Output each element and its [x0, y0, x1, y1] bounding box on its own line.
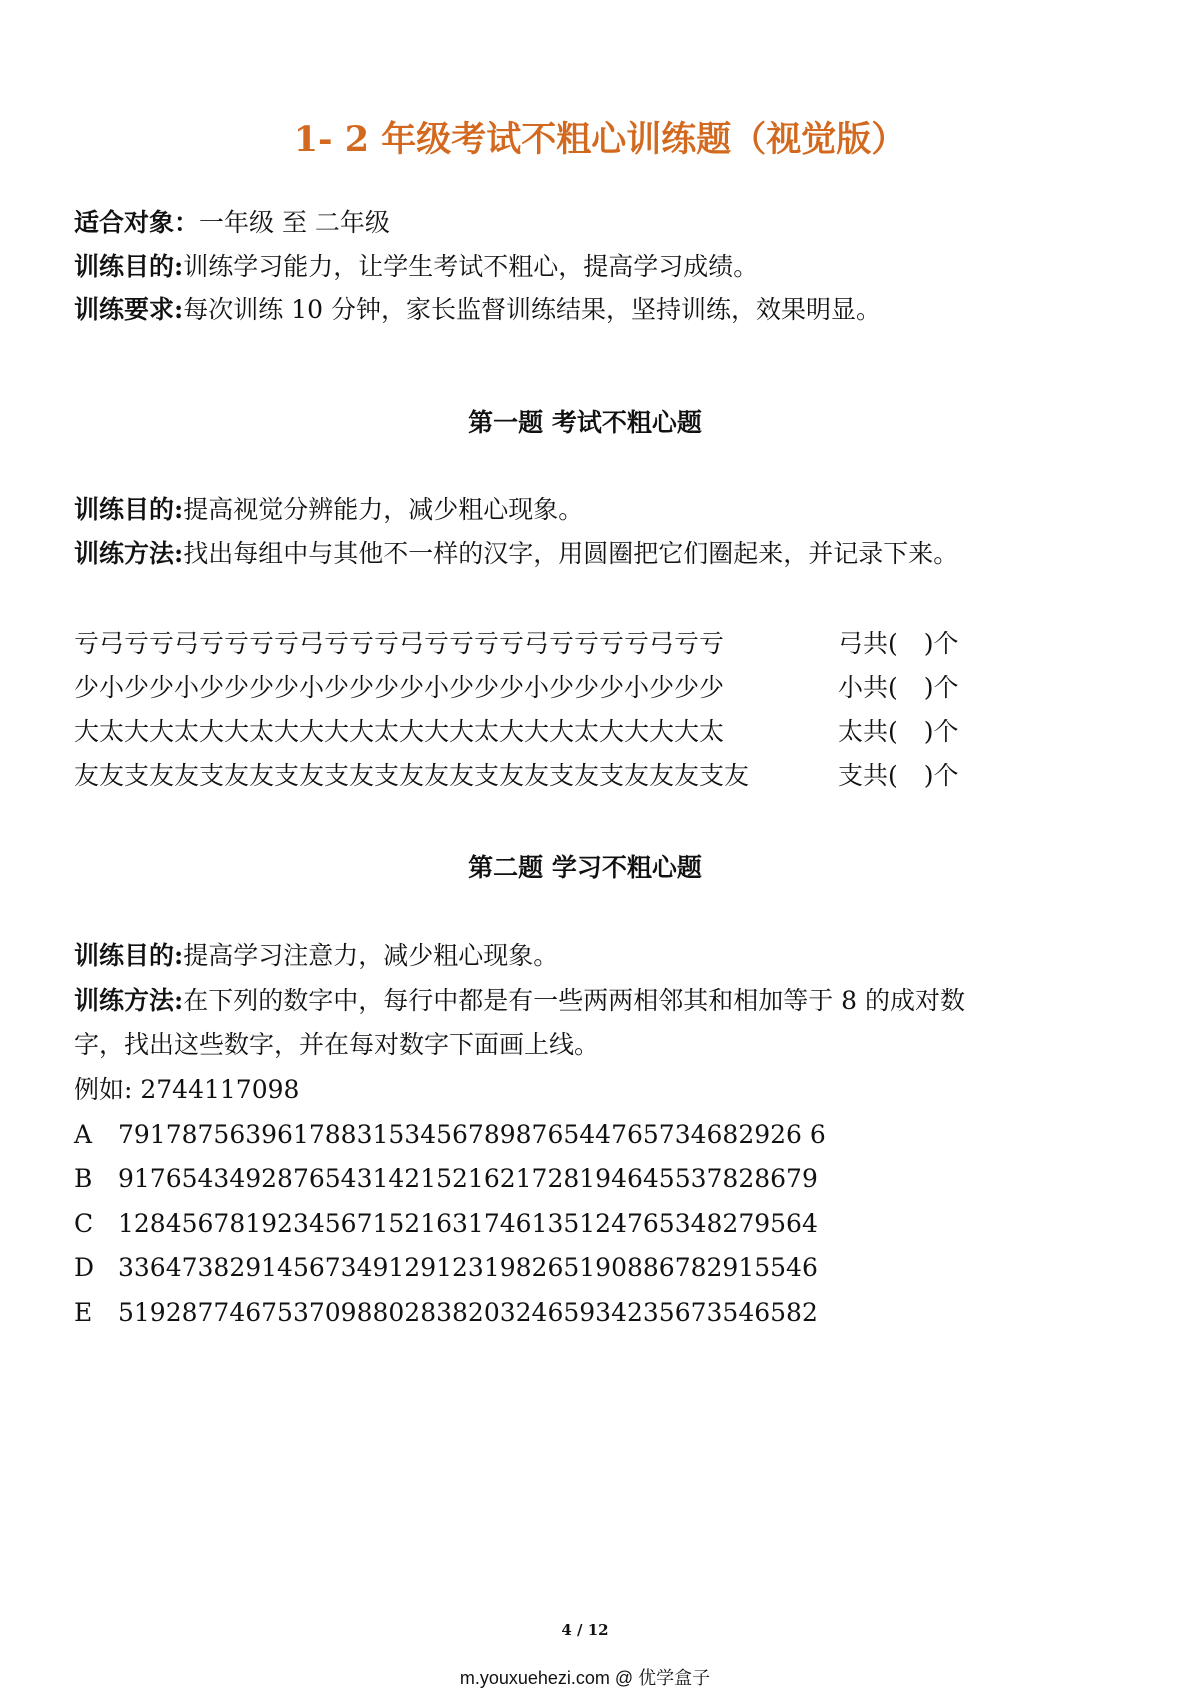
- intro-target-label: 适合对象：: [74, 208, 200, 237]
- section2-purpose-text: 提高学习注意力，减少粗心现象。: [183, 941, 559, 970]
- char-row-chars: 亏弓亏亏弓亏亏亏亏弓亏亏亏弓亏亏亏亏弓亏亏亏亏弓亏亏: [74, 629, 725, 658]
- digit-row-digits: 33647382914567349129123198265190886782915546: [118, 1253, 818, 1282]
- site-watermark: m.youxuehezi.com @ 优学盒子: [459, 1668, 711, 1688]
- page-number: 4 / 12: [561, 1621, 609, 1639]
- intro-target-text: 一年级 至 二年级: [199, 208, 390, 237]
- char-row-chars: 大太大大太大大太大大大大太大大大太大大大太大大大大太: [74, 717, 725, 746]
- char-row-answer: 弓共( )个: [838, 629, 959, 658]
- char-row-answer: 小共( )个: [838, 673, 959, 702]
- section2-title: 第二题 学习不粗心题: [468, 853, 702, 882]
- digit-row-letter: A: [74, 1120, 93, 1149]
- digit-row-letter: B: [74, 1164, 93, 1193]
- digit-row-letter: C: [74, 1209, 94, 1238]
- intro-target: [74, 206, 390, 240]
- section1-purpose-text: 提高视觉分辨能力，减少粗心现象。: [183, 495, 584, 524]
- digit-row-c: [74, 1207, 818, 1241]
- digit-row-digits: 51928774675370988028382032465934235673546582: [118, 1298, 818, 1327]
- intro-requirement-label: 训练要求:: [74, 295, 184, 324]
- section2-purpose: [74, 939, 558, 973]
- digit-row-e: [74, 1296, 818, 1330]
- digit-row-b: [74, 1162, 818, 1196]
- section1-title: 第一题 考试不粗心题: [468, 408, 702, 437]
- char-row-4: [74, 759, 959, 793]
- digit-row-letter: D: [74, 1253, 95, 1282]
- digit-row-digits: 12845678192345671521631746135124765348279564: [118, 1209, 818, 1238]
- intro-purpose: [74, 250, 758, 284]
- char-row-3: [74, 715, 959, 749]
- char-row-chars: 友友支友友支友友支友支友支友友友支友友支友支友友友支友: [74, 761, 750, 790]
- section1-method-text: 找出每组中与其他不一样的汉字，用圆圈把它们圈起来，并记录下来。: [183, 539, 959, 568]
- char-row-answer: 支共( )个: [838, 761, 959, 790]
- section1-purpose-label: 训练目的:: [74, 495, 184, 524]
- document-title: 1- 2 年级考试不粗心训练题（视觉版）: [293, 119, 907, 160]
- section2-method-text: 在下列的数字中，每行中都是有一些两两相邻其和相加等于 8 的成对数: [183, 986, 966, 1015]
- intro-requirement: [74, 293, 881, 327]
- char-row-1: [74, 627, 959, 661]
- section2-method-label: 训练方法:: [74, 986, 184, 1015]
- char-row-answer: 太共( )个: [838, 717, 959, 746]
- section1-method-label: 训练方法:: [74, 539, 184, 568]
- section2-purpose-label: 训练目的:: [74, 941, 184, 970]
- char-row-chars: 少小少少小少少少少小少少少少小少少少小少少少小少少少: [74, 673, 725, 702]
- char-row-2: [74, 671, 959, 705]
- intro-purpose-label: 训练目的:: [74, 252, 184, 281]
- section2-example: 例如: 2744117098: [74, 1075, 300, 1104]
- section1-method: [74, 537, 958, 571]
- digit-row-d: [74, 1251, 818, 1285]
- digit-row-digits: 91765434928765431421521621728194645537828679: [118, 1164, 818, 1193]
- intro-purpose-text: 训练学习能力，让学生考试不粗心，提高学习成绩。: [183, 252, 759, 281]
- digit-row-letter: E: [74, 1298, 93, 1327]
- digit-row-digits: 7917875639617883153456789876544765734682926 6: [118, 1120, 826, 1149]
- section2-method: [74, 984, 965, 1018]
- intro-requirement-text: 每次训练 10 分钟，家长监督训练结果，坚持训练，效果明显。: [183, 295, 881, 324]
- section2-method-cont: 字，找出这些数字，并在每对数字下面画上线。: [74, 1030, 600, 1059]
- digit-row-a: [74, 1118, 826, 1152]
- section1-purpose: [74, 493, 583, 527]
